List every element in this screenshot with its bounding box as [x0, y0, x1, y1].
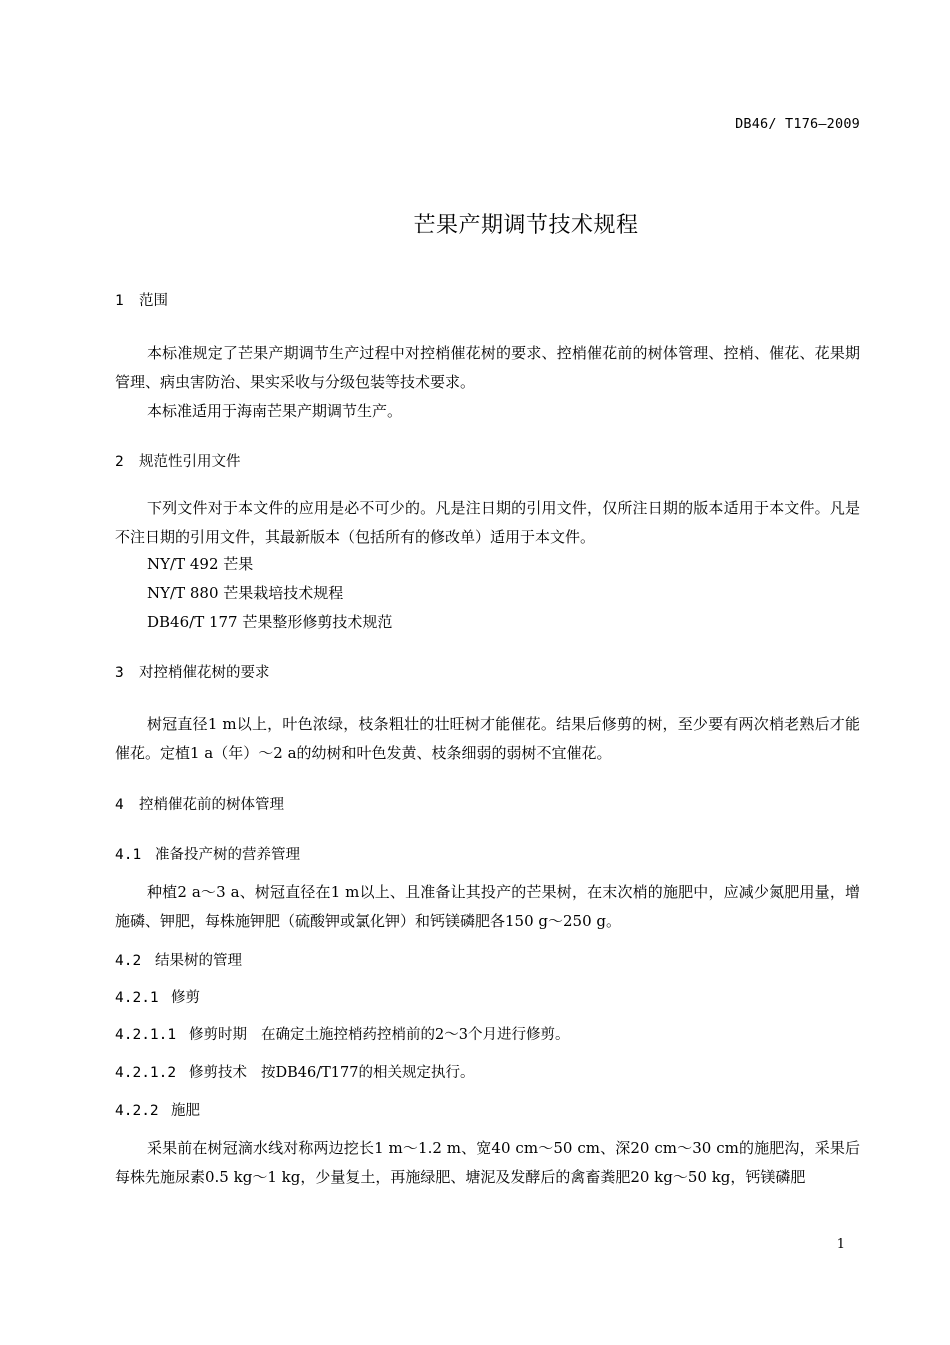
clause-title: 修剪时期 [189, 1027, 247, 1043]
section-title: 结果树的管理 [155, 953, 242, 969]
section-1-heading [115, 289, 168, 310]
section-4-1-heading [115, 843, 300, 864]
section-3-heading [115, 661, 270, 682]
section-number: 3 [115, 665, 124, 681]
section-4-2-heading [115, 949, 242, 970]
page-number: 1 [836, 1237, 845, 1252]
section-4-2-2-paragraph-1: 采果前在树冠滴水线对称两边挖长1 m～1.2 m、宽40 cm～50 cm、深20 cm～30 cm的施肥沟，采果后每株先施尿素0.5 kg～1 kg，少量复土，再施绿肥、塘泥及发酵后的禽畜粪肥20 kg～50 kg，钙镁磷肥 [115, 1139, 860, 1186]
section-number: 1 [115, 293, 124, 309]
normative-reference: NY/T 880 芒果栽培技术规程 [147, 584, 344, 602]
section-number: 4.2.1 [115, 990, 159, 1006]
section-2-paragraph-1: 下列文件对于本文件的应用是必不可少的。凡是注日期的引用文件，仅所注日期的版本适用于本文件。凡是不注日期的引用文件，其最新版本（包括所有的修改单）适用于本文件。 [115, 499, 860, 546]
section-number: 4.2 [115, 953, 142, 969]
section-2-heading [115, 450, 241, 471]
clause-body: 在确定土施控梢药控梢前的2～3个月进行修剪。 [261, 1027, 570, 1043]
section-title: 范围 [139, 293, 168, 309]
document-code: DB46/ T176—2009 [735, 116, 860, 132]
normative-reference: NY/T 492 芒果 [147, 555, 254, 573]
section-number: 4.2.2 [115, 1103, 159, 1119]
section-4-1-paragraph-1: 种植2 a～3 a、树冠直径在1 m以上、且准备让其投产的芒果树，在末次梢的施肥中，应减少氮肥用量，增施磷、钾肥，每株施钾肥（硫酸钾或氯化钾）和钙镁磷肥各150 g～250 g。 [115, 883, 860, 930]
clause-number: 4.2.1.2 [115, 1065, 177, 1081]
section-4-heading [115, 793, 284, 814]
clause-number: 4.2.1.1 [115, 1027, 177, 1043]
section-4-2-1-heading [115, 986, 200, 1007]
document-title: 芒果产期调节技术规程 [413, 213, 639, 238]
section-number: 4 [115, 797, 124, 813]
section-1-paragraph-2: 本标准适用于海南芒果产期调节生产。 [147, 402, 403, 420]
section-title: 准备投产树的营养管理 [155, 847, 300, 863]
section-number: 4.1 [115, 847, 142, 863]
section-title: 规范性引用文件 [139, 454, 241, 470]
section-title: 修剪 [171, 990, 200, 1006]
section-4-2-2-heading [115, 1099, 200, 1120]
clause-4-2-1-2 [115, 1061, 474, 1082]
normative-reference: DB46/T 177 芒果整形修剪技术规范 [147, 613, 393, 631]
clause-4-2-1-1 [115, 1023, 569, 1044]
section-title: 控梢催花前的树体管理 [139, 797, 284, 813]
section-title: 施肥 [171, 1103, 200, 1119]
clause-title: 修剪技术 [189, 1065, 247, 1081]
section-title: 对控梢催花树的要求 [139, 665, 270, 681]
section-1-paragraph-1: 本标准规定了芒果产期调节生产过程中对控梢催花树的要求、控梢催花前的树体管理、控梢、催花、花果期管理、病虫害防治、果实采收与分级包装等技术要求。 [115, 344, 860, 391]
clause-body: 按DB46/T177的相关规定执行。 [261, 1065, 475, 1081]
section-number: 2 [115, 454, 124, 470]
section-3-paragraph-1: 树冠直径1 m以上，叶色浓绿，枝条粗壮的壮旺树才能催花。结果后修剪的树，至少要有两次梢老熟后才能催花。定植1 a（年）～2 a的幼树和叶色发黄、枝条细弱的弱树不宜催花。 [115, 715, 860, 762]
